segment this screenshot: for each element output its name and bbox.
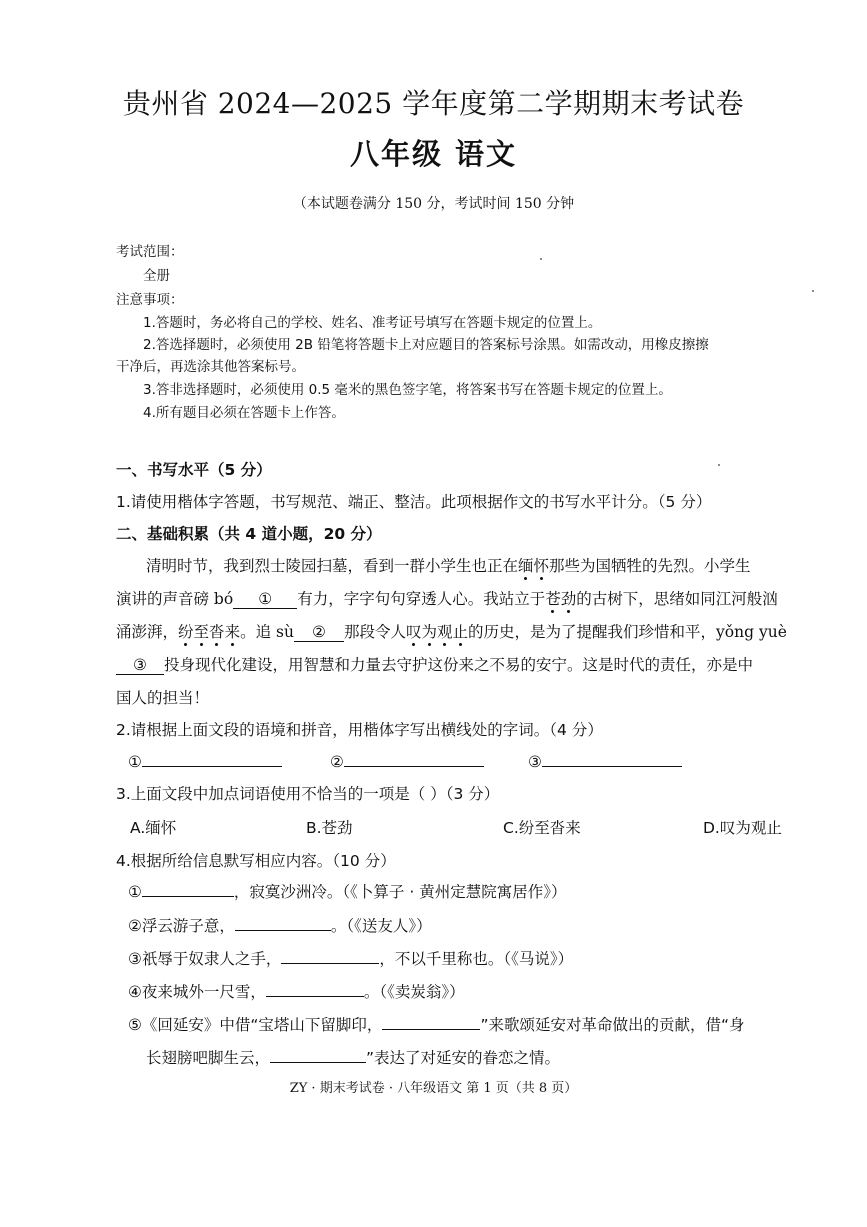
question-1: 1.请使用楷体字答题，书写规范、端正、整洁。此项根据作文的书写水平计分。（5 分） [116, 493, 712, 511]
recite-item-5: ⑤《回延安》中借“宝塔山下留脚印， ”来歌颂延安对革命做出的贡献，借“身 [128, 1013, 745, 1035]
recite-item-1: ① ，寂寞沙洲冷。（《卜算子 · 黄州定慧院寓居作》） [128, 880, 566, 902]
q2-answer-3: ③ [528, 750, 682, 771]
recite-item-2: ②浮云游子意， 。（《送友人》） [128, 914, 432, 936]
dotted-word [406, 623, 468, 641]
passage-line: 涌澎湃，纷至沓来。追 sù ② 那段令人叹为观止的历史，是为了提醒我们珍惜和平，yǒng yuè [116, 623, 787, 641]
exam-meta: （本试题卷满分 150 分，考试时间 150 分钟 [292, 196, 575, 212]
recite-item-3: ③祇辱于奴隶人之手， ，不以千里称也。（《马说》） [128, 947, 573, 969]
answer-blank-1: ① [233, 590, 297, 609]
dotted-word [518, 557, 549, 575]
dotted-char: 观 [437, 623, 453, 641]
note-item: 干净后，再选涂其他答案标号。 [116, 359, 305, 375]
recite-item-4: ④夜来城外一尺雪， 。（《卖炭翁》） [128, 980, 465, 1002]
answer-line [344, 750, 484, 767]
dotted-char: 至 [193, 623, 210, 641]
dotted-char: 叹 [405, 623, 422, 641]
passage-line: ③ 投身现代化建设，用智慧和力量去守护这份来之不易的安宁。这是时代的责任，亦是中 [116, 653, 753, 675]
dotted-char: 沓 [209, 623, 225, 641]
option-c: C.纷至沓来 [503, 819, 581, 837]
note-item: 1.答题时，务必将自己的学校、姓名、准考证号填写在答题卡规定的位置上。 [143, 315, 602, 331]
dotted-char: 纷 [178, 623, 194, 641]
option-a: A.缅怀 [130, 819, 177, 837]
note-item: 2.答选择题时，必须使用 2B 铅笔将答题卡上对应题目的答案标号涂黑。如需改动，用橡皮擦擦 [143, 337, 709, 353]
dotted-word [178, 623, 240, 641]
dotted-char: 怀 [533, 557, 550, 575]
scope-label: 考试范围： [116, 244, 184, 260]
dotted-char: 来 [224, 623, 241, 641]
answer-line [542, 750, 682, 767]
answer-line [142, 750, 282, 767]
option-d: D.叹为观止 [703, 819, 782, 837]
question-3: 3.上面文段中加点词语使用不恰当的一项是（ ）（3 分） [116, 785, 500, 803]
section2-heading: 二、基础积累（共 4 道小题，20 分） [116, 525, 382, 543]
scan-speck [718, 464, 720, 466]
dotted-char: 苍 [545, 590, 561, 608]
dotted-word [545, 590, 576, 608]
dotted-char: 为 [421, 623, 437, 641]
note-item: 4.所有题目必须在答题卡上作答。 [143, 405, 345, 421]
passage-line: 演讲的声音磅 bó ① 有力，字字句句穿透人心。我站立于苍劲的古树下，思绪如同江河般汹 [116, 590, 778, 608]
notes-label: 注意事项： [116, 292, 184, 308]
answer-blank-2: ② [294, 623, 344, 642]
answer-line [382, 1013, 480, 1030]
answer-line [142, 880, 234, 897]
answer-line [266, 980, 364, 997]
exam-title: 贵州省 2024—2025 学年度第二学期期末考试卷 [122, 87, 745, 120]
scope-value: 全册 [143, 268, 170, 284]
note-item: 3.答非选择题时，必须使用 0.5 毫米的黑色签字笔，将答案书写在答题卡规定的位置上。 [143, 382, 672, 398]
dotted-char: 劲 [560, 590, 577, 608]
answer-blank-3: ③ [116, 656, 164, 675]
passage-line: 清明时节，我到烈士陵园扫墓，看到一群小学生也正在缅怀那些为国牺牲的先烈。小学生 [146, 557, 751, 575]
option-b: B.苍劲 [306, 819, 353, 837]
answer-line [281, 947, 379, 964]
passage-line: 国人的担当！ [116, 689, 210, 707]
q2-answer-2: ② [330, 750, 484, 771]
question-2: 2.请根据上面文段的语境和拼音，用楷体字写出横线处的字词。（4 分） [116, 721, 603, 739]
question-4: 4.根据所给信息默写相应内容。（10 分） [116, 852, 396, 870]
scan-speck [812, 290, 814, 292]
section1-heading: 一、书写水平（5 分） [116, 461, 272, 479]
dotted-char: 止 [452, 623, 469, 641]
exam-subtitle: 八年级 语文 [349, 137, 518, 171]
answer-line [235, 914, 331, 931]
q2-answer-1: ① [128, 750, 282, 771]
dotted-char: 缅 [518, 557, 534, 575]
page-footer: ZY · 期末考试卷 · 八年级语文 第 1 页（共 8 页） [289, 1081, 578, 1096]
recite-item-5-cont: 长翅膀吧脚生云， ”表达了对延安的眷恋之情。 [146, 1046, 560, 1068]
answer-line [270, 1046, 366, 1063]
scan-speck [540, 258, 542, 260]
